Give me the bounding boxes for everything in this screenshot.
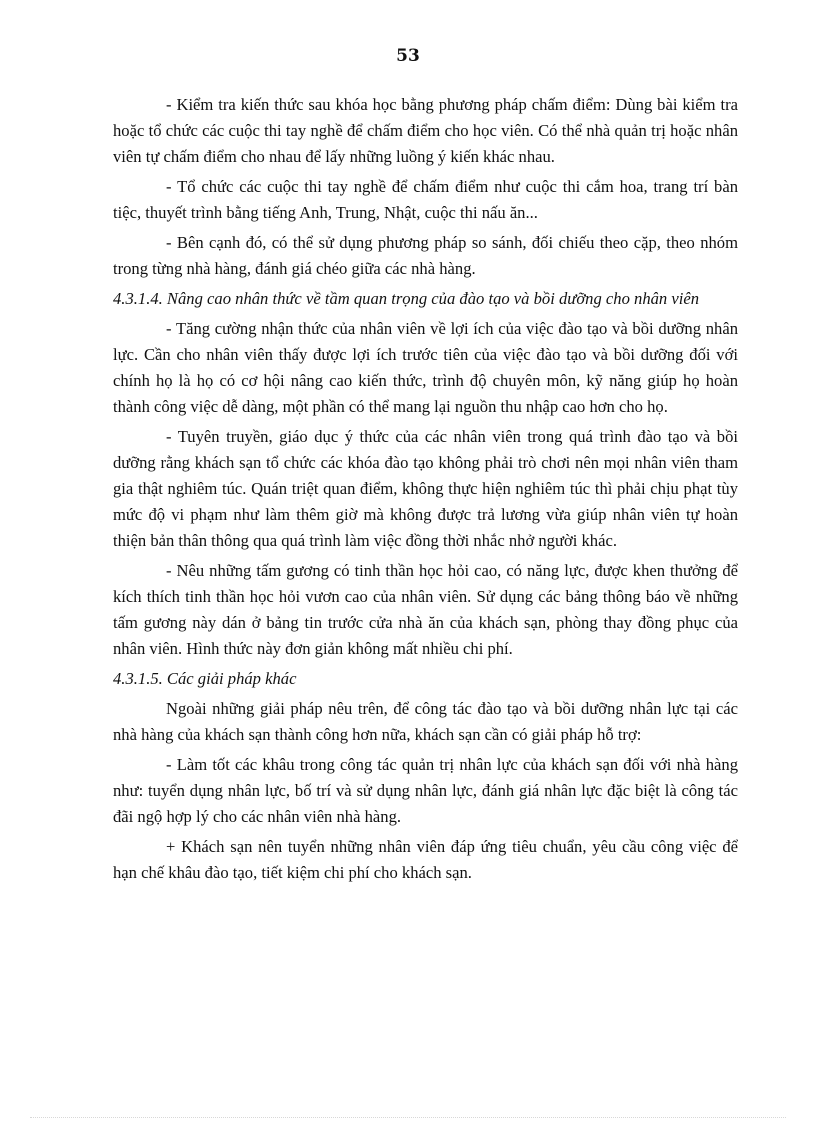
paragraph-hr-management: - Làm tốt các khâu trong công tác quản trị nhân lực của khách sạn đối với nhà hàng như: tuyển dụng nhân lực, bố trí và sử dụng nhân lực, đánh giá nhân lực đặc biệt là công tác đãi ngộ hợp lý cho các nhân viên nhà hàng. bbox=[113, 755, 738, 826]
paragraph-propaganda: - Tuyên truyền, giáo dục ý thức của các nhân viên trong quá trình đào tạo và bồi dưỡng rằng khách sạn tổ chức các khóa đào tạo không phải trò chơi nên mọi nhân viên tham gia thật nghiêm túc. Quán triệt quan điểm, không thực hiện nghiêm túc thì phải chịu phạt tùy mức độ vi phạm như làm thêm giờ mà không được trả lương vừa giúp nhân viên tự hoàn thiện bản thân thông qua quá trình làm việc đồng thời nhắc nhở người khác. bbox=[113, 427, 738, 550]
page-body bbox=[113, 92, 738, 890]
page-bottom-border bbox=[30, 1117, 786, 1118]
paragraph-role-models: - Nêu những tấm gương có tinh thần học hỏi cao, có năng lực, được khen thưởng để kích thích tinh thần học hỏi vươn cao của nhân viên. Sử dụng các bảng thông báo về những tấm gương này dán ở bảng tin trước cửa nhà ăn của khách sạn, phòng thay đồng phục của nhân viên. Hình thức này đơn giản không mất nhiều chi phí. bbox=[113, 561, 738, 658]
paragraph-recruitment: + Khách sạn nên tuyển những nhân viên đáp ứng tiêu chuẩn, yêu cầu công việc để hạn chế khâu đào tạo, tiết kiệm chi phí cho khách sạn. bbox=[113, 837, 738, 882]
paragraph-pair-comparison: - Bên cạnh đó, có thể sử dụng phương pháp so sánh, đối chiếu theo cặp, theo nhóm trong từng nhà hàng, đánh giá chéo giữa các nhà hàng. bbox=[113, 233, 738, 278]
paragraph-skill-contests: - Tổ chức các cuộc thi tay nghề để chấm điểm như cuộc thi cắm hoa, trang trí bàn tiệc, thuyết trình bằng tiếng Anh, Trung, Nhật, cuộc thi nấu ăn... bbox=[113, 177, 738, 222]
paragraph-exam-scoring: - Kiểm tra kiến thức sau khóa học bằng phương pháp chấm điểm: Dùng bài kiểm tra hoặc tổ chức các cuộc thi tay nghề để chấm điểm cho học viên. Có thể nhà quản trị hoặc nhân viên tự chấm điểm cho nhau để lấy những luồng ý kiến khác nhau. bbox=[113, 95, 738, 166]
page-number: 53 bbox=[396, 46, 420, 66]
paragraph-other-solutions-intro: Ngoài những giải pháp nêu trên, để công tác đào tạo và bồi dưỡng nhân lực tại các nhà hàng của khách sạn thành công hơn nữa, khách sạn cần có giải pháp hỗ trợ: bbox=[113, 699, 738, 744]
section-heading-4-3-1-4: 4.3.1.4. Nâng cao nhân thức về tầm quan trọng của đào tạo và bồi dưỡng cho nhân viên bbox=[113, 289, 699, 308]
section-heading-4-3-1-5: 4.3.1.5. Các giải pháp khác bbox=[113, 669, 297, 688]
paragraph-awareness: - Tăng cường nhận thức của nhân viên về lợi ích của việc đào tạo và bồi dưỡng nhân lực. Cần cho nhân viên thấy được lợi ích trước tiên của việc đào tạo và bồi dưỡng đối với chính họ là họ có cơ hội nâng cao kiến thức, trình độ chuyên môn, kỹ năng giúp họ hoàn thành công việc dễ dàng, một phần có thể mang lại nguồn thu nhập cao hơn cho họ. bbox=[113, 319, 738, 416]
